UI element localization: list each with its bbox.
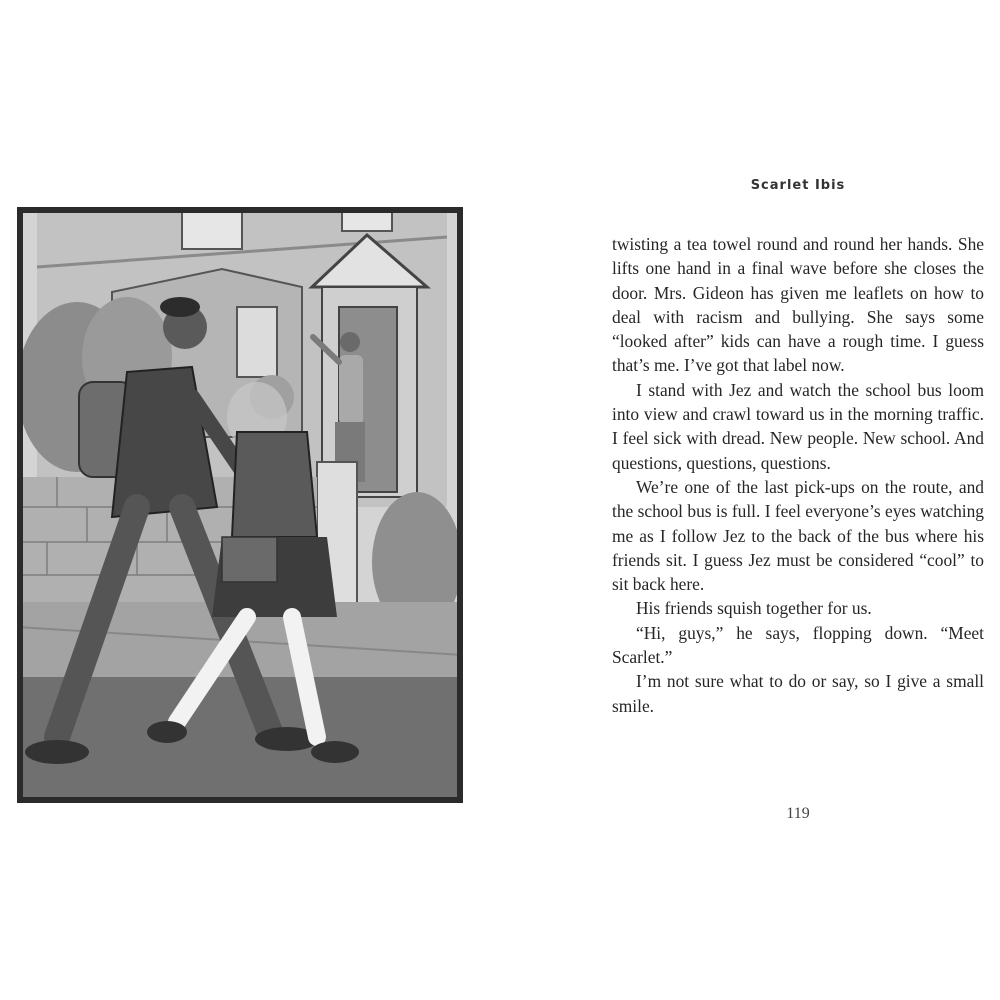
paragraph: I stand with Jez and watch the school bus loom into view and crawl toward us in the morning traffic. I feel sick with dread. New people. New school. And questions, questions, questions.	[612, 379, 984, 473]
illustration	[17, 207, 463, 803]
paragraph: His friends squish together for us.	[636, 598, 872, 619]
upper-window	[182, 209, 242, 249]
page-number: 119	[786, 805, 810, 822]
paragraph: We’re one of the last pick-ups on the route, and the school bus is full. I feel everyone’s eyes watching me as I follow Jez to the back of the bus where his friends sit. I guess Jez must be considered “cool” to sit back here.	[612, 476, 984, 595]
woman-head	[340, 332, 360, 352]
illustration-art	[17, 207, 463, 803]
running-head: Scarlet Ibis	[750, 178, 846, 193]
girl-shoe-back	[147, 721, 187, 743]
boy-hair	[160, 297, 200, 317]
girl-shoe-front	[311, 741, 359, 763]
paragraph: I’m not sure what to do or say, so I give a small smile.	[612, 671, 984, 716]
body-text	[612, 232, 984, 718]
paragraph: twisting a tea towel round and round her hands. She lifts one hand in a final wave before she closes the door. Mrs. Gideon has given me leaflets on how to deal with racism and bullying. She says some “looked after” kids can have a rough time. I guess that’s me. I’ve got that label now.	[612, 234, 984, 376]
paragraph: “Hi, guys,” he says, flopping down. “Meet Scarlet.”	[612, 622, 984, 668]
girl-book	[222, 537, 277, 582]
boy-shoe-back	[25, 740, 89, 764]
girl-cardigan	[232, 432, 317, 537]
woman-body	[339, 355, 363, 425]
